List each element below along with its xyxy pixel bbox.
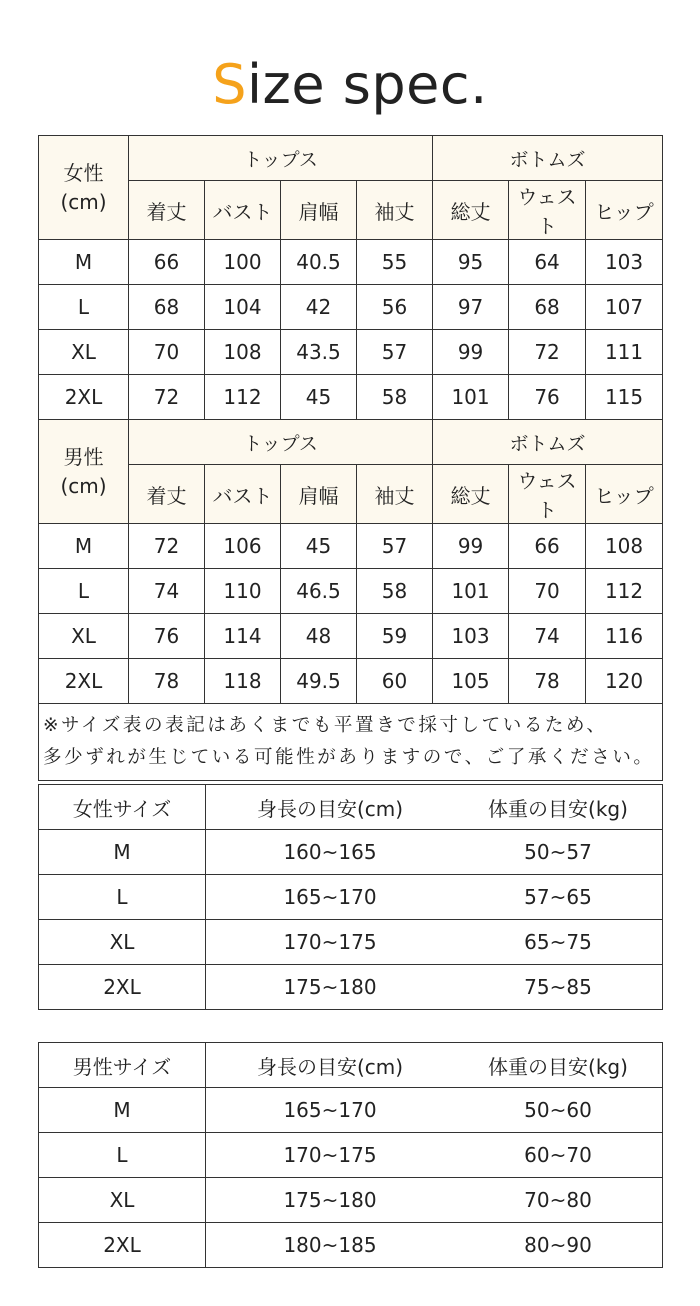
weight-cell: 50~60 <box>454 1088 663 1133</box>
table-row <box>39 659 663 704</box>
value-cell: 70 <box>129 330 205 375</box>
size-cell: 2XL <box>39 375 129 420</box>
women-bottoms-header: ボトムズ <box>433 136 663 181</box>
value-cell: 55 <box>357 240 433 285</box>
page-title <box>0 52 700 118</box>
table-row <box>39 285 663 330</box>
value-cell: 105 <box>433 659 509 704</box>
height-cell: 165~170 <box>206 875 455 920</box>
value-cell: 74 <box>129 569 205 614</box>
weight-cell: 80~90 <box>454 1223 663 1268</box>
size-cell: L <box>39 569 129 614</box>
column-header: 総丈 <box>433 181 509 240</box>
men-column-header-row <box>39 465 663 524</box>
guide-header-height: 身長の目安(cm) <box>206 785 455 830</box>
value-cell: 72 <box>129 524 205 569</box>
table-row <box>39 614 663 659</box>
size-cell: XL <box>39 614 129 659</box>
value-cell: 68 <box>129 285 205 330</box>
guide-header-size: 女性サイズ <box>39 785 206 830</box>
column-header: 袖丈 <box>357 181 433 240</box>
measurement-note <box>39 704 663 781</box>
value-cell: 99 <box>433 524 509 569</box>
column-header: ヒップ <box>586 181 663 240</box>
table-row <box>39 1088 663 1133</box>
men-bottoms-header: ボトムズ <box>433 420 663 465</box>
men-size-guide-table <box>38 1042 663 1268</box>
value-cell: 46.5 <box>281 569 357 614</box>
height-cell: 180~185 <box>206 1223 455 1268</box>
value-cell: 101 <box>433 569 509 614</box>
value-cell: 66 <box>509 524 586 569</box>
value-cell: 72 <box>129 375 205 420</box>
value-cell: 76 <box>509 375 586 420</box>
value-cell: 111 <box>586 330 663 375</box>
value-cell: 114 <box>205 614 281 659</box>
value-cell: 104 <box>205 285 281 330</box>
value-cell: 120 <box>586 659 663 704</box>
value-cell: 118 <box>205 659 281 704</box>
height-cell: 175~180 <box>206 965 455 1010</box>
guide-header-row <box>39 1043 663 1088</box>
height-cell: 175~180 <box>206 1178 455 1223</box>
height-cell: 170~175 <box>206 920 455 965</box>
value-cell: 103 <box>433 614 509 659</box>
table-row <box>39 240 663 285</box>
guide-header-row <box>39 785 663 830</box>
table-row <box>39 1223 663 1268</box>
note-line-1: ※サイズ表の表記はあくまでも平置きで採寸しているため、 <box>43 715 608 736</box>
column-header: 着丈 <box>129 465 205 524</box>
value-cell: 106 <box>205 524 281 569</box>
height-cell: 160~165 <box>206 830 455 875</box>
weight-cell: 60~70 <box>454 1133 663 1178</box>
women-size-guide-table <box>38 784 663 1010</box>
value-cell: 57 <box>357 330 433 375</box>
value-cell: 110 <box>205 569 281 614</box>
table-row <box>39 375 663 420</box>
value-cell: 48 <box>281 614 357 659</box>
size-cell: L <box>39 1133 206 1178</box>
table-row <box>39 830 663 875</box>
size-cell: L <box>39 285 129 330</box>
women-unit-label: (cm) <box>60 189 107 214</box>
value-cell: 107 <box>586 285 663 330</box>
table-row <box>39 1178 663 1223</box>
guide-header-height: 身長の目安(cm) <box>206 1043 455 1088</box>
title-rest: ize spec. <box>247 53 488 116</box>
value-cell: 64 <box>509 240 586 285</box>
size-cell: XL <box>39 330 129 375</box>
men-group-header-row <box>39 420 663 465</box>
value-cell: 72 <box>509 330 586 375</box>
value-cell: 78 <box>129 659 205 704</box>
table-row <box>39 330 663 375</box>
column-header: 総丈 <box>433 465 509 524</box>
value-cell: 112 <box>205 375 281 420</box>
size-cell: XL <box>39 1178 206 1223</box>
weight-cell: 70~80 <box>454 1178 663 1223</box>
size-cell: XL <box>39 920 206 965</box>
value-cell: 68 <box>509 285 586 330</box>
column-header: ウェスト <box>509 181 586 240</box>
value-cell: 57 <box>357 524 433 569</box>
value-cell: 74 <box>509 614 586 659</box>
value-cell: 103 <box>586 240 663 285</box>
value-cell: 66 <box>129 240 205 285</box>
weight-cell: 75~85 <box>454 965 663 1010</box>
value-cell: 101 <box>433 375 509 420</box>
weight-cell: 65~75 <box>454 920 663 965</box>
column-header: 肩幅 <box>281 181 357 240</box>
guide-header-weight: 体重の目安(kg) <box>454 785 663 830</box>
table-row <box>39 1133 663 1178</box>
men-tops-header: トップス <box>129 420 433 465</box>
men-label: 男性 <box>63 444 104 469</box>
size-cell: M <box>39 1088 206 1133</box>
women-label-cell <box>39 136 129 240</box>
value-cell: 108 <box>586 524 663 569</box>
note-line-2: 多少ずれが生じている可能性がありますので、ご了承ください。 <box>43 747 655 768</box>
women-tops-header: トップス <box>129 136 433 181</box>
column-header: 肩幅 <box>281 465 357 524</box>
column-header: ヒップ <box>586 465 663 524</box>
value-cell: 78 <box>509 659 586 704</box>
weight-cell: 57~65 <box>454 875 663 920</box>
table-row <box>39 524 663 569</box>
table-row <box>39 875 663 920</box>
size-cell: 2XL <box>39 1223 206 1268</box>
table-row <box>39 965 663 1010</box>
height-cell: 170~175 <box>206 1133 455 1178</box>
value-cell: 45 <box>281 524 357 569</box>
table-row <box>39 569 663 614</box>
size-cell: M <box>39 240 129 285</box>
column-header: バスト <box>205 465 281 524</box>
size-spec-table <box>38 135 663 781</box>
size-cell: 2XL <box>39 965 206 1010</box>
value-cell: 70 <box>509 569 586 614</box>
value-cell: 49.5 <box>281 659 357 704</box>
title-first-letter: S <box>212 53 248 116</box>
value-cell: 56 <box>357 285 433 330</box>
value-cell: 58 <box>357 569 433 614</box>
column-header: バスト <box>205 181 281 240</box>
value-cell: 40.5 <box>281 240 357 285</box>
men-unit-label: (cm) <box>60 473 107 498</box>
value-cell: 43.5 <box>281 330 357 375</box>
value-cell: 112 <box>586 569 663 614</box>
guide-header-size: 男性サイズ <box>39 1043 206 1088</box>
height-cell: 165~170 <box>206 1088 455 1133</box>
value-cell: 100 <box>205 240 281 285</box>
women-column-header-row <box>39 181 663 240</box>
column-header: 袖丈 <box>357 465 433 524</box>
note-row <box>39 704 663 781</box>
women-group-header-row <box>39 136 663 181</box>
guide-header-weight: 体重の目安(kg) <box>454 1043 663 1088</box>
value-cell: 99 <box>433 330 509 375</box>
value-cell: 59 <box>357 614 433 659</box>
column-header: ウェスト <box>509 465 586 524</box>
value-cell: 58 <box>357 375 433 420</box>
value-cell: 115 <box>586 375 663 420</box>
value-cell: 97 <box>433 285 509 330</box>
value-cell: 42 <box>281 285 357 330</box>
value-cell: 116 <box>586 614 663 659</box>
column-header: 着丈 <box>129 181 205 240</box>
value-cell: 76 <box>129 614 205 659</box>
size-cell: 2XL <box>39 659 129 704</box>
size-cell: L <box>39 875 206 920</box>
men-label-cell <box>39 420 129 524</box>
value-cell: 95 <box>433 240 509 285</box>
value-cell: 60 <box>357 659 433 704</box>
value-cell: 45 <box>281 375 357 420</box>
size-cell: M <box>39 524 129 569</box>
table-row <box>39 920 663 965</box>
women-label: 女性 <box>63 160 104 185</box>
weight-cell: 50~57 <box>454 830 663 875</box>
size-cell: M <box>39 830 206 875</box>
value-cell: 108 <box>205 330 281 375</box>
